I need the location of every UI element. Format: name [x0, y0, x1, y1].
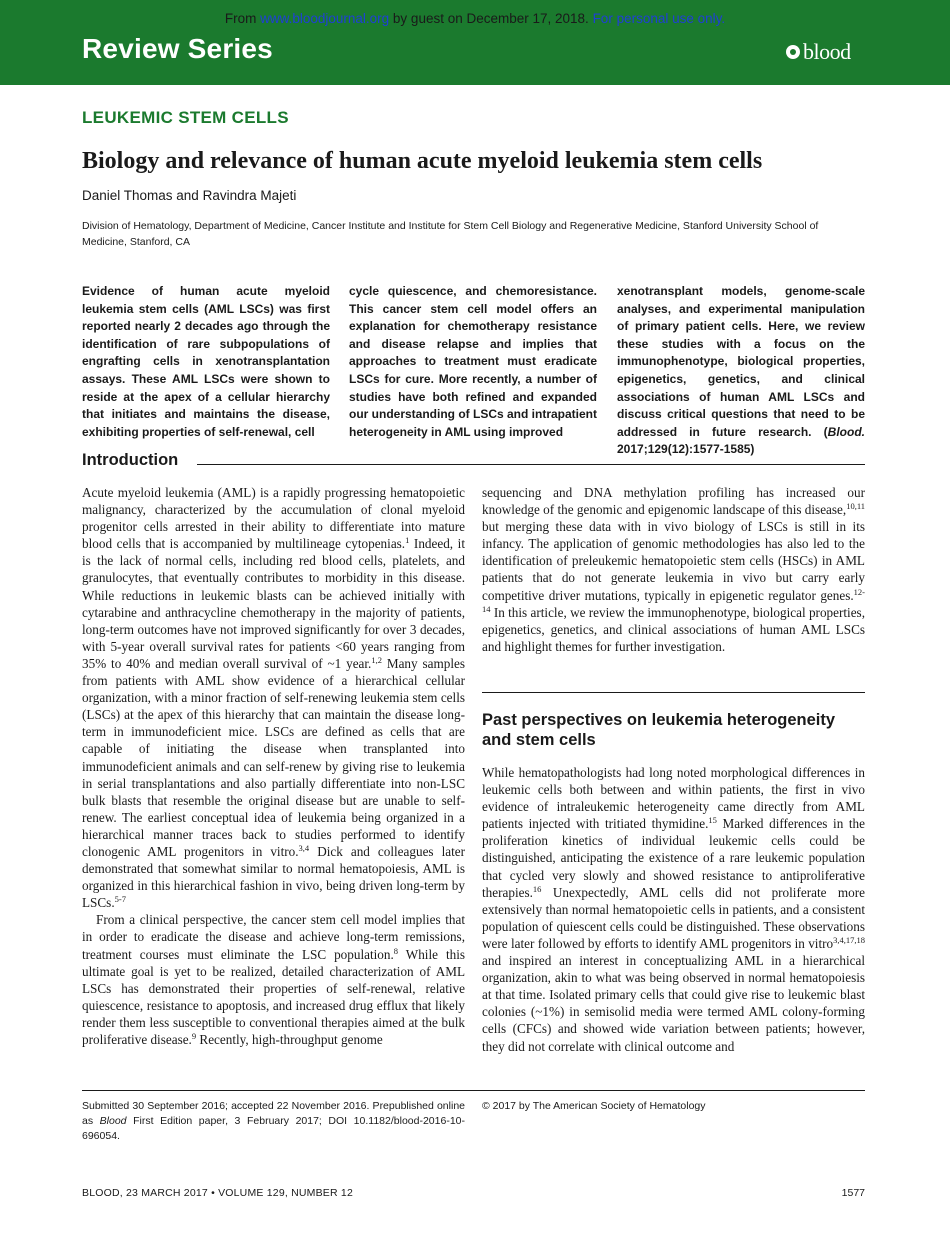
- submission-footnote: Submitted 30 September 2016; accepted 22 November 2016. Prepublished online as Blood First Edition paper, 3 February 2017; DOI 10.1182/blood-2016-10-696054.: [82, 1100, 465, 1142]
- intro-paragraph-2: From a clinical perspective, the cancer stem cell model implies that in order to eradicate the disease and achieve long-term remissions, treatment courses must eliminate the LSC population.$^8$ While this ultimate goal is yet to be realized, detailed characterization of AML LSCs has demonstrated their properties of self-renewal, relative quiescence, resistance to apoptosis, and increased drug efflux that likely render them less susceptible to conventional therapies aimed at the bulk proliferative disease.$^9$ Recently, high-throughput genome: [82, 912, 465, 1047]
- journal-logo-text: blood: [803, 39, 851, 64]
- download-prefix: From: [224, 11, 261, 26]
- download-middle: by guest on December 17, 2018.: [389, 11, 593, 26]
- citation-details: 2017;129(12):1577-1585): [617, 442, 755, 457]
- heading-rule: [197, 464, 865, 465]
- abstract-text: xenotransplant models, genome-scale analyses, and experimental manipulation of primary patient cells. Here, we review these studies with a focus on the immunophenotype, biological properties, epigenetics, genetics, and clinical associations of human AML LSCs and discuss critical questions that need to be addressed in future research.: [617, 284, 865, 439]
- section-divider: [482, 692, 865, 693]
- article-title: Biology and relevance of human acute myeloid leukemia stem cells: [82, 148, 763, 174]
- series-title: Review Series: [82, 33, 273, 64]
- body-column-right: [482, 484, 865, 655]
- abstract-column-2: cycle quiescence, and chemoresistance. This cancer stem cell model offers an explanation for chemotherapy resistance and disease relapse and implies that approaches to treatment must eradicate LSCs for cure. More recently, a number of studies have both refined and expanded our understanding of LSCs and intrapatient heterogeneity in AML using improved: [349, 284, 598, 439]
- past-perspectives-body: [482, 764, 865, 1055]
- authors: Daniel Thomas and Ravindra Majeti: [82, 188, 297, 203]
- introduction-heading: Introduction: [82, 451, 179, 469]
- page-number: 1577: [841, 1187, 865, 1199]
- abstract-column-1: Evidence of human acute myeloid leukemia stem cells (AML LSCs) was first reported nearly 2 decades ago through the identification of rare subpopulations of engrafting cells in xenotransplantation assays. These AML LSCs were shown to reside at the apex of a cellular hierarchy that initiates and maintains the disease, exhibiting properties of self-renewal, cell: [82, 284, 330, 439]
- download-notice: [0, 11, 950, 26]
- body-column-left: [82, 484, 465, 1048]
- affiliation: Division of Hematology, Department of Medicine, Cancer Institute and Institute for Stem Cell Biology and Regenerative Medicine, Stanford University School of Medicine, Stanford, CA: [82, 220, 819, 248]
- footnote-rule: [82, 1090, 865, 1091]
- blood-drop-icon: [786, 45, 800, 59]
- intro-paragraph-3: sequencing and DNA methylation profiling has increased our knowledge of the genomic and epigenomic landscape of this disease,$^{10,11}$ but merging these data with in vivo biology of LSCs is still in its infancy. The application of genomic methodologies has also led to the identification of preleukemic hematopoietic stem cells (HSCs) in AML patients that do not generate leukemia in vivo but carry early competitive driver mutations, typically in epigenetic regulator genes.$^{12-14}$ In this article, we review the immunophenotype, biological properties, epigenetics, genetics, and clinical associations of human AML LSCs and highlight themes for further investigation.: [482, 485, 865, 654]
- personal-use-link[interactable]: For personal use only.: [592, 11, 726, 26]
- section-label: LEUKEMIC STEM CELLS: [82, 108, 289, 127]
- journal-issue-info: BLOOD, 23 MARCH 2017 • VOLUME 129, NUMBER 12: [82, 1187, 353, 1199]
- citation-journal: Blood.: [827, 424, 865, 439]
- past-perspectives-heading: Past perspectives on leukemia heterogeneity and stem cells: [482, 711, 836, 749]
- intro-paragraph-1: Acute myeloid leukemia (AML) is a rapidly progressing hematopoietic malignancy, characterized by the accumulation of clonal myeloid progenitor cells arrested in their ability to differentiate into mature blood cells that is accompanied by multilineage cytopenias.$^1$ Indeed, it is the lack of normal cells, including red blood cells, platelets, and granulocytes, that eventually contributes to morbidity in this disease. While reductions in leukemic blasts can be achieved initially with cytarabine and anthracycline chemotherapy in the majority of patients, long-term outcomes have not improved significantly for over 3 decades, with 5-year overall survival rates for patients <60 years ranging from 35% to 40% and median overall survival of ~1 year.$^{1,2}$ Many samples from patients with AML show evidence of a hierarchical cellular organization, with a minor fraction of self-renewing leukemia stem cells (LSCs) at the apex of this hierarchy that can maintain the disease long-term in immunodeficient mice. LSCs are defined as cells that are capable of initiating the disease when transplanted into immunodeficient animals and can self-renew by giving rise to leukemia in serial transplantations and also partially differentiate into non-LSC bulk blasts that resemble the original disease but are unable to self-renew. The earliest conceptual idea of leukemia being organized in a hierarchical manner traces back to studies performed to identify clonogenic AML progenitors in vitro.$^{3,4}$ Dick and colleagues later demonstrated that somewhat similar to normal hematopoiesis, AML is organized in this hierarchical fashion in vivo, being driven long-term by LSCs.$^{5-7}$: [82, 485, 465, 911]
- bloodjournal-link[interactable]: www.bloodjournal.org: [260, 11, 390, 26]
- past-paragraph-1: While hematopathologists had long noted morphological differences in leukemic cells both between and within patients, the first in vivo evidence of intraleukemic heterogeneity came directly from AML patients injected with tritiated thymidine.$^{15}$ Marked differences in the proliferation kinetics of individual leukemic cells could be distinguished, anticipating the existence of a rare leukemic population that cycled very slowly and showed resistance to antiproliferative therapies.$^{16}$ Unexpectedly, AML cells did not proliferate more extensively than normal hematopoietic cells in patients, and a consistent population of quiescent cells could be distinguished. These observations were later followed by efforts to identify AML progenitors in vitro$^{3,4,17,18}$ and inspired an interest in conceptualizing AML in a hierarchical organization, akin to what was being observed in normal hematopoiesis at that time. Isolated primary cells that could give rise to leukemic blast colonies (~1%) in semisolid media were termed AML colony-forming cells (CFCs) and showed wide variation between patients; however, they did not correlate with clinical outcome and: [482, 765, 865, 1054]
- abstract-column-3: xenotransplant models, genome-scale analyses, and experimental manipulation of primary patient cells. Here, we review these studies with a focus on the immunophenotype, biological properties, epigenetics, genetics, and clinical associations of human AML LSCs and discuss critical questions that need to be addressed in future research. (Blood. 2017;129(12):1577-1585): [617, 284, 865, 457]
- copyright-notice: © 2017 by The American Society of Hematology: [482, 1100, 706, 1112]
- journal-logo: [786, 37, 851, 67]
